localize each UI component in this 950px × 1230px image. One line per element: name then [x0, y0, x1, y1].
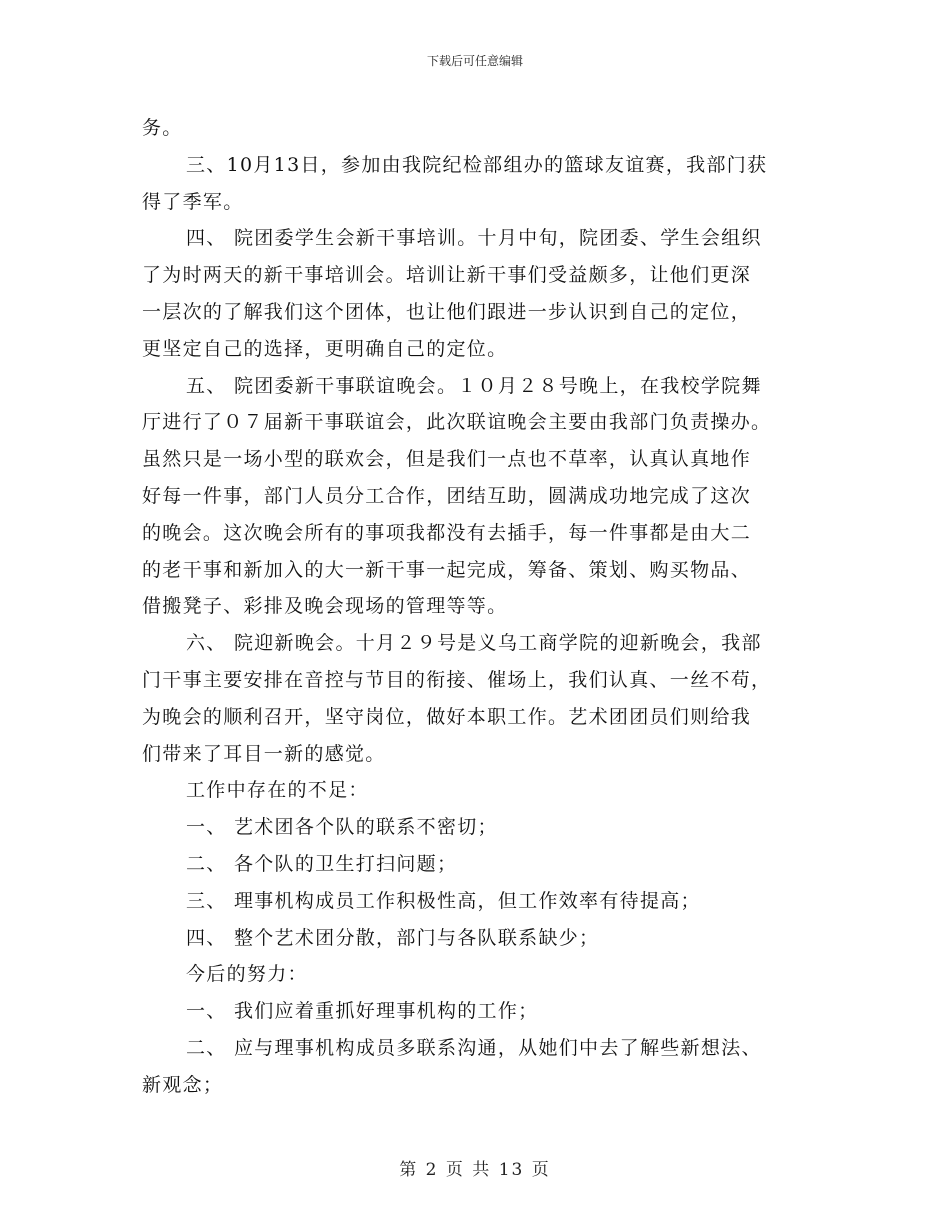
text-line: 六、 院迎新晚会。十月２９号是义乌工商学院的迎新晚会，我部 — [186, 632, 762, 655]
text-line: 四、 整个艺术团分散，部门与各队联系缺少； — [186, 926, 600, 949]
text-line: 今后的努力： — [186, 963, 308, 986]
text-line: 一、 我们应着重抓好理事机构的工作； — [186, 1000, 539, 1023]
text-line: 一、 艺术团各个队的联系不密切； — [186, 816, 498, 839]
text-line: 得了季军。 — [142, 190, 244, 213]
text-line: 虽然只是一场小型的联欢会，但是我们一点也不草率，认真认真地作 — [142, 448, 752, 471]
text-line: 借搬凳子、彩排及晚会现场的管理等等。 — [142, 595, 508, 618]
text-line: 二、 应与理事机构成员多联系沟通，从她们中去了解些新想法、 — [186, 1036, 762, 1059]
text-line: 更坚定自己的选择，更明确自己的定位。 — [142, 337, 508, 360]
text-line: 务。 — [142, 117, 183, 139]
text-line: 新观念； — [142, 1073, 224, 1096]
text-line: 四、 院团委学生会新干事培训。十月中旬，院团委、学生会组织 — [186, 227, 762, 250]
text-line: 厅进行了０７届新干事联谊会，此次联谊晚会主要由我部门负责操办。 — [142, 411, 772, 434]
text-line: 为晚会的顺利召开，坚守岗位，做好本职工作。艺术团团员们则给我 — [142, 705, 752, 728]
text-line: 三、 理事机构成员工作积极性高，但工作效率有待提高； — [186, 889, 701, 912]
text-line: 了为时两天的新干事培训会。培训让新干事们受益颇多，让他们更深 — [142, 264, 752, 287]
text-line: 工作中存在的不足： — [186, 779, 369, 802]
text-line: 二、 各个队的卫生打扫问题； — [186, 852, 458, 875]
text-line: 好每一件事，部门人员分工合作，团结互助，圆满成功地完成了这次 — [142, 484, 752, 507]
text-line: 五、 院团委新干事联谊晚会。１０月２８号晚上，在我校学院舞 — [186, 374, 762, 397]
text-line: 的老干事和新加入的大一新干事一起完成，筹备、策划、购买物品、 — [142, 558, 752, 581]
text-line: 门干事主要安排在音控与节目的衔接、催场上，我们认真、一丝不苟， — [142, 668, 772, 691]
text-line: 一层次的了解我们这个团体，也让他们跟进一步认识到自己的定位， — [142, 300, 752, 323]
page-header: 下载后可任意编辑 — [426, 54, 523, 68]
document-body — [142, 110, 807, 1104]
text-line: 们带来了耳目一新的感觉。 — [142, 742, 386, 765]
text-line: 三、10月13日，参加由我院纪检部组办的篮球友谊赛，我部门获 — [186, 153, 768, 176]
page-footer: 第 2 页 共 13 页 — [399, 1160, 551, 1180]
text-line: 的晚会。这次晚会所有的事项我都没有去插手，每一件事都是由大二 — [142, 521, 752, 544]
